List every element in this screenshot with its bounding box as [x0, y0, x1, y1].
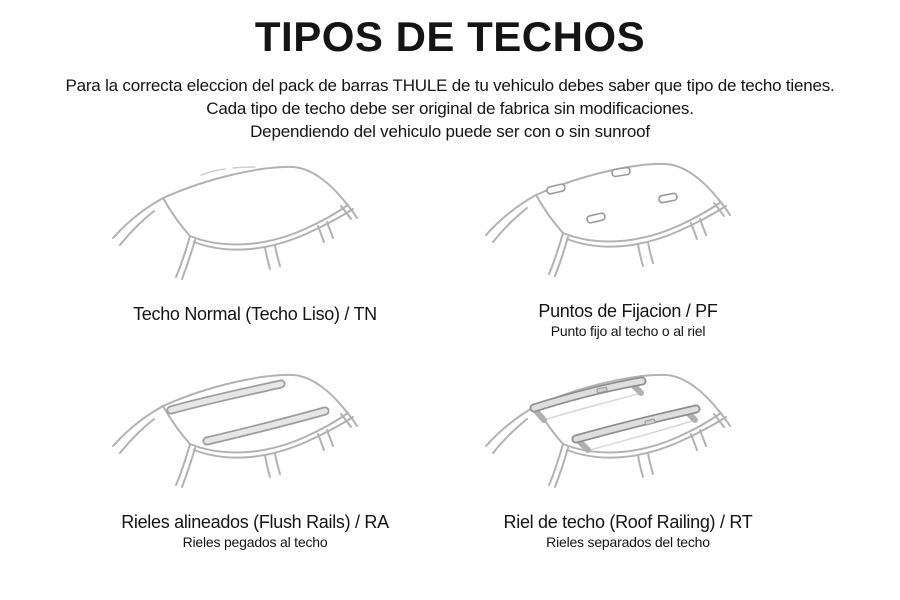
roof-type-card-ra [95, 366, 415, 551]
roof-type-label: Techo Normal (Techo Liso) / TN [133, 304, 377, 324]
roof-fixpoints-illustration [478, 155, 778, 300]
roof-type-label: Rieles alineados (Flush Rails) / RA [121, 512, 389, 532]
roof-type-sublabel: Rieles separados del techo [546, 534, 710, 550]
roof-type-label: Puntos de Fijacion / PF [538, 301, 718, 321]
flush-rails [171, 384, 325, 441]
roof-type-card-pf [468, 155, 788, 340]
roof-type-sublabel: Punto fijo al techo o al riel [550, 323, 706, 339]
roof-type-card-rt [468, 366, 788, 551]
roof-flush-rails-illustration [105, 366, 405, 511]
roof-type-label: Riel de techo (Roof Railing) / RT [503, 512, 753, 532]
intro-line-1: Para la correcta eleccion del pack de barras THULE de tu vehiculo debes saber que tipo de techo tienes. [65, 76, 835, 95]
roof-type-sublabel: Rieles pegados al techo [182, 534, 328, 550]
intro-text [0, 74, 900, 143]
intro-line-3: Dependiendo del vehiculo puede ser con o sin sunroof [250, 122, 650, 141]
intro-line-2: Cada tipo de techo debe ser original de fabrica sin modificaciones. [206, 99, 694, 118]
roof-normal-illustration [105, 158, 405, 303]
page-title: TIPOS DE TECHOS [254, 13, 646, 60]
fixpoint-pads [546, 167, 677, 223]
roof-type-card-tn [95, 158, 415, 326]
roof-railing-illustration [478, 366, 778, 511]
